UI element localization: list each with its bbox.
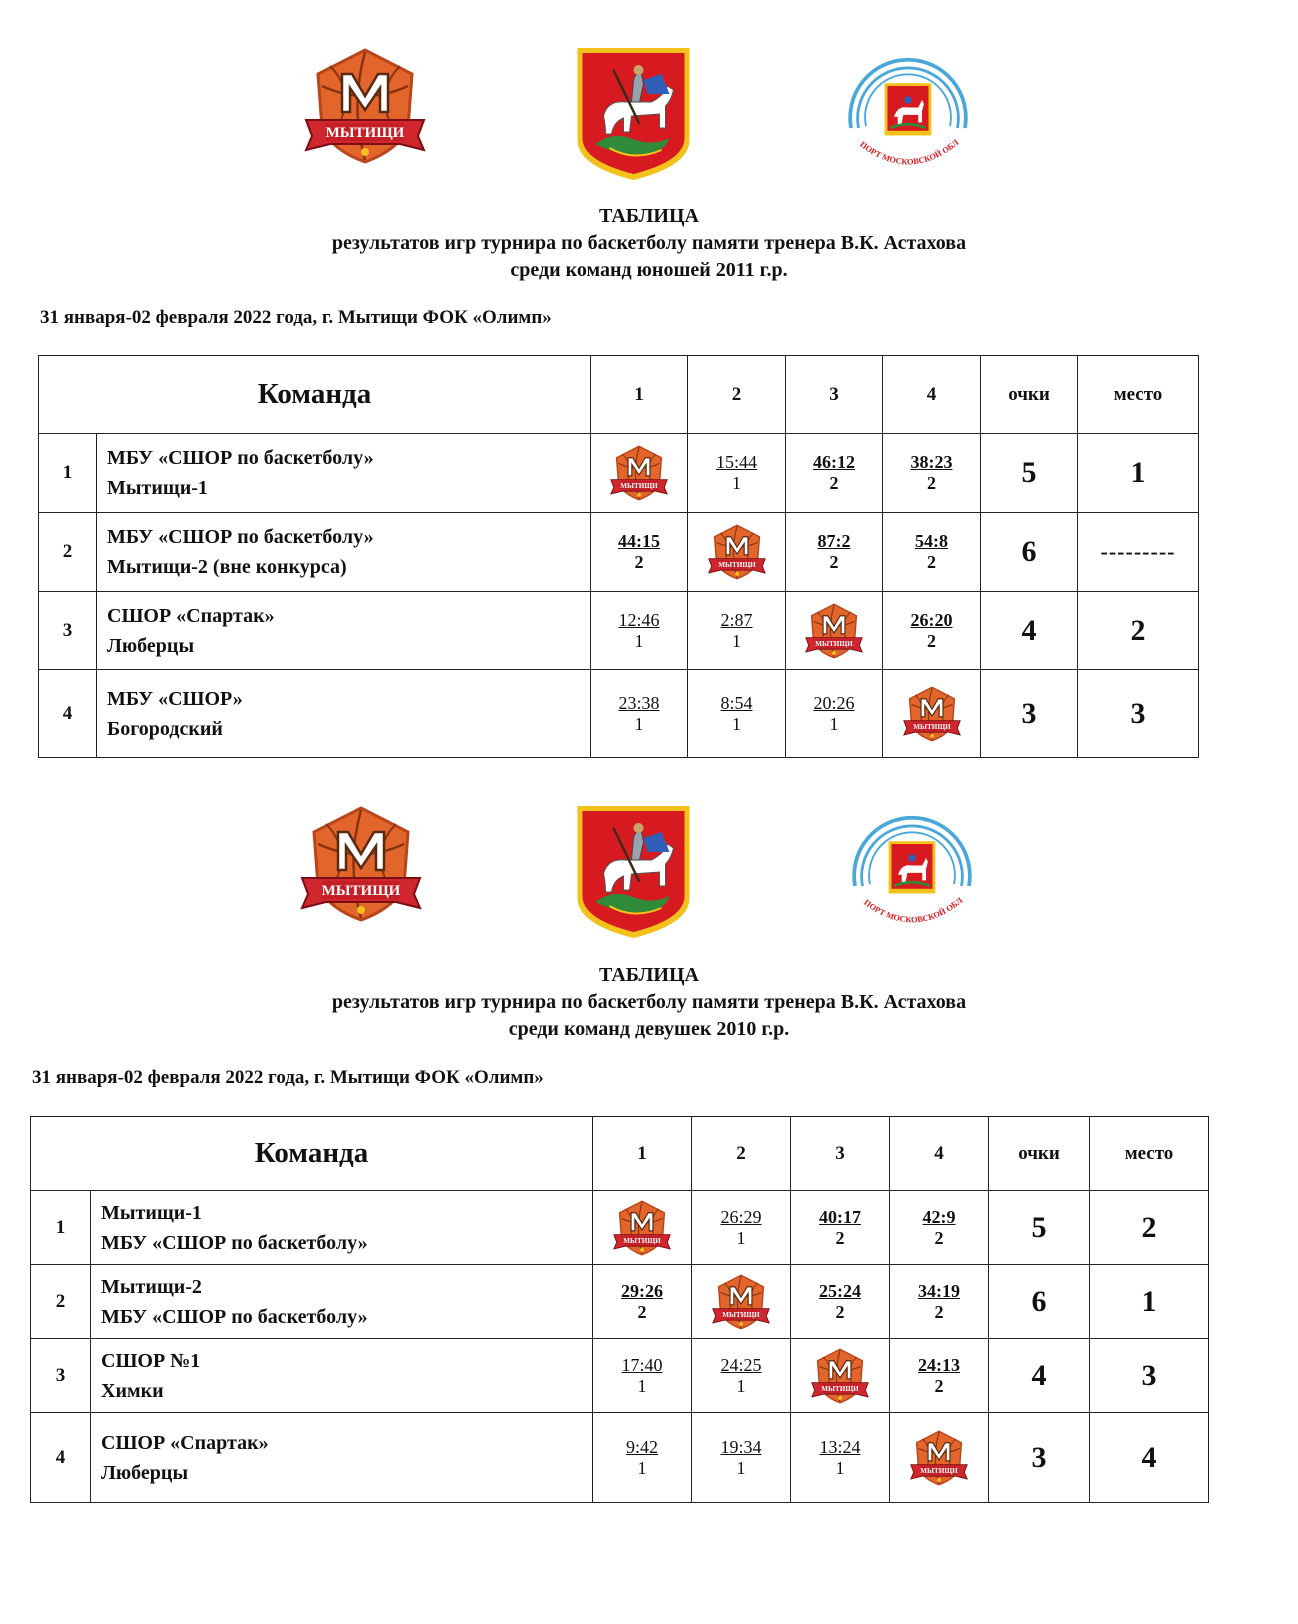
total-points: 4	[989, 1339, 1090, 1413]
table-subtitle-age: среди команд девушек 2010 г.р.	[508, 1018, 790, 1040]
team-name-cell	[91, 1265, 593, 1339]
result-cell	[593, 1265, 692, 1339]
row-number: 3	[39, 592, 97, 670]
game-points: 2	[634, 552, 644, 572]
match-score	[911, 610, 953, 652]
team-name-line-2: Люберцы	[101, 1461, 189, 1484]
team-column-header: Команда	[39, 356, 591, 434]
club-logo-icon	[611, 1199, 673, 1257]
column-header-c1: 1	[593, 1117, 692, 1191]
column-header-points: очки	[989, 1117, 1090, 1191]
coat-of-arms-icon	[571, 802, 696, 942]
result-cell	[786, 513, 883, 592]
team-name-cell	[91, 1339, 593, 1413]
club-logo-icon	[608, 444, 670, 502]
match-score	[621, 1355, 662, 1397]
final-place: 2	[1090, 1191, 1209, 1265]
score-value: 26:20	[910, 609, 953, 630]
self-match-cell	[791, 1339, 890, 1413]
column-header-points: очки	[981, 356, 1078, 434]
column-header-c3: 3	[786, 356, 883, 434]
team-name-cell	[91, 1191, 593, 1265]
team-name-cell	[97, 434, 591, 513]
result-cell	[593, 1339, 692, 1413]
team-name-cell	[97, 592, 591, 670]
club-logo-icon	[901, 685, 963, 743]
score-value: 15:44	[715, 452, 757, 472]
match-score	[626, 1437, 658, 1479]
result-cell	[591, 592, 688, 670]
self-match-cell	[786, 592, 883, 670]
match-score	[618, 610, 659, 652]
game-points: 1	[829, 713, 839, 734]
match-score	[716, 452, 757, 494]
row-number: 4	[39, 670, 97, 758]
match-score	[720, 1437, 761, 1479]
result-cell	[883, 434, 981, 513]
match-score	[819, 1281, 861, 1323]
table-row	[31, 1265, 1209, 1339]
row-number: 3	[31, 1339, 91, 1413]
coat-of-arms-icon	[571, 44, 696, 184]
results-table-girls	[30, 1116, 1209, 1503]
score-value: 13:24	[819, 1436, 861, 1457]
score-value: 2:87	[720, 609, 753, 630]
result-cell	[591, 513, 688, 592]
team-name-cell	[91, 1413, 593, 1503]
team-name-line-2: МБУ «СШОР по баскетболу»	[101, 1305, 368, 1328]
game-points: 1	[731, 473, 741, 493]
ministry-logo-icon	[842, 802, 982, 942]
game-points: 2	[934, 1375, 944, 1396]
match-score	[720, 1207, 761, 1249]
match-score	[618, 531, 660, 573]
total-points: 6	[989, 1265, 1090, 1339]
total-points: 4	[981, 592, 1078, 670]
result-cell	[883, 592, 981, 670]
result-cell	[692, 1191, 791, 1265]
final-place: 1	[1078, 434, 1199, 513]
column-header-place: место	[1078, 356, 1199, 434]
team-name-line-1: СШОР «Спартак»	[101, 1431, 269, 1454]
table-title: ТАБЛИЦА	[599, 205, 699, 227]
game-points: 2	[927, 552, 936, 572]
game-points: 2	[835, 1301, 845, 1322]
self-match-cell	[692, 1265, 791, 1339]
column-header-c3: 3	[791, 1117, 890, 1191]
match-score	[720, 1355, 761, 1397]
result-cell	[890, 1191, 989, 1265]
score-value: 40:17	[819, 1206, 861, 1227]
result-cell	[593, 1413, 692, 1503]
result-cell	[890, 1265, 989, 1339]
game-points: 1	[634, 713, 644, 734]
score-value: 8:54	[720, 692, 753, 713]
match-score	[720, 610, 752, 652]
team-name-line-2: Химки	[101, 1379, 164, 1402]
self-match-cell	[890, 1413, 989, 1503]
score-value: 24:13	[918, 1354, 960, 1375]
column-header-place: место	[1090, 1117, 1209, 1191]
team-name-line-1: МБУ «СШОР»	[107, 687, 243, 710]
team-name-line-1: МБУ «СШОР по баскетболу»	[107, 447, 374, 469]
match-score	[813, 452, 855, 494]
column-header-c4: 4	[883, 356, 981, 434]
score-value: 42:9	[922, 1206, 956, 1227]
final-place: ---------	[1078, 513, 1199, 592]
score-value: 44:15	[618, 531, 660, 551]
result-cell	[688, 670, 786, 758]
team-column-header: Команда	[31, 1117, 593, 1191]
club-logo-icon	[706, 523, 768, 581]
result-cell	[791, 1265, 890, 1339]
team-name-line-2: Мытищи-1	[107, 477, 208, 499]
team-name-line-1: СШОР №1	[101, 1349, 201, 1372]
self-match-cell	[688, 513, 786, 592]
header-row	[39, 356, 1199, 434]
column-header-c2: 2	[692, 1117, 791, 1191]
game-points: 1	[736, 1227, 746, 1248]
total-points: 3	[981, 670, 1078, 758]
match-score	[923, 1207, 956, 1249]
row-number: 4	[31, 1413, 91, 1503]
game-points: 2	[927, 473, 936, 493]
final-place: 3	[1078, 670, 1199, 758]
team-name-cell	[97, 513, 591, 592]
club-logo-icon	[809, 1347, 871, 1405]
ministry-logo-icon	[838, 44, 978, 184]
score-value: 23:38	[618, 692, 660, 713]
results-table-boys	[38, 355, 1199, 758]
column-header-c4: 4	[890, 1117, 989, 1191]
game-points: 1	[731, 713, 741, 734]
game-points: 1	[736, 1375, 746, 1396]
final-place: 2	[1078, 592, 1199, 670]
game-points: 2	[637, 1301, 647, 1322]
self-match-cell	[591, 434, 688, 513]
match-score	[621, 1281, 663, 1323]
score-value: 25:24	[819, 1280, 861, 1301]
game-points: 1	[731, 630, 741, 651]
table-title: ТАБЛИЦА	[599, 964, 699, 986]
logos-row-2	[0, 798, 1298, 948]
logos-row-1	[0, 40, 1298, 190]
result-cell	[688, 434, 786, 513]
game-points: 1	[637, 1375, 647, 1396]
table-title-block-1	[0, 203, 1298, 284]
result-cell	[688, 592, 786, 670]
table-row	[39, 592, 1199, 670]
club-logo-icon	[803, 602, 865, 660]
total-points: 3	[989, 1413, 1090, 1503]
team-name-line-2: Мытищи-2 (вне конкурса)	[107, 556, 347, 578]
score-value: 24:25	[720, 1354, 762, 1375]
match-score	[720, 693, 752, 735]
club-logo-icon	[300, 46, 430, 166]
result-cell	[890, 1339, 989, 1413]
table-subtitle: результатов игр турнира по баскетболу памяти тренера В.К. Астахова	[331, 991, 967, 1013]
score-value: 54:8	[915, 531, 948, 551]
row-number: 1	[39, 434, 97, 513]
final-place: 3	[1090, 1339, 1209, 1413]
game-points: 2	[927, 630, 936, 651]
final-place: 1	[1090, 1265, 1209, 1339]
team-name-line-2: Люберцы	[107, 634, 195, 657]
score-value: 9:42	[625, 1436, 658, 1457]
match-score	[918, 1355, 960, 1397]
table-row	[31, 1413, 1209, 1503]
team-name-line-1: МБУ «СШОР по баскетболу»	[107, 526, 374, 548]
score-value: 34:19	[918, 1280, 960, 1301]
team-name-line-2: Богородский	[107, 717, 223, 740]
row-number: 2	[39, 513, 97, 592]
row-number: 1	[31, 1191, 91, 1265]
game-points: 1	[835, 1457, 845, 1478]
table-row	[31, 1339, 1209, 1413]
score-value: 38:23	[910, 452, 953, 472]
match-score	[819, 1207, 861, 1249]
event-dates: 31 января-02 февраля 2022 года, г. Мытищи ФОК «Олимп»	[32, 1067, 544, 1088]
result-cell	[591, 670, 688, 758]
self-match-cell	[883, 670, 981, 758]
score-value: 17:40	[621, 1354, 663, 1375]
result-cell	[883, 513, 981, 592]
result-cell	[692, 1339, 791, 1413]
score-value: 29:26	[621, 1280, 663, 1301]
game-points: 2	[934, 1227, 944, 1248]
table-row	[39, 670, 1199, 758]
table-row	[39, 513, 1199, 592]
total-points: 5	[981, 434, 1078, 513]
team-name-cell	[97, 670, 591, 758]
team-name-line-2: МБУ «СШОР по баскетболу»	[101, 1231, 368, 1254]
match-score	[918, 1281, 960, 1323]
match-score	[819, 1437, 860, 1479]
row-number: 2	[31, 1265, 91, 1339]
match-score	[818, 531, 851, 573]
result-cell	[791, 1191, 890, 1265]
table-row	[31, 1191, 1209, 1265]
column-header-c2: 2	[688, 356, 786, 434]
self-match-cell	[593, 1191, 692, 1265]
game-points: 1	[637, 1457, 647, 1478]
result-cell	[786, 434, 883, 513]
match-score	[813, 693, 854, 735]
final-place: 4	[1090, 1413, 1209, 1503]
result-cell	[786, 670, 883, 758]
total-points: 6	[981, 513, 1078, 592]
score-value: 19:34	[720, 1436, 762, 1457]
match-score	[618, 693, 659, 735]
game-points: 1	[634, 630, 644, 651]
score-value: 20:26	[813, 692, 855, 713]
score-value: 46:12	[813, 452, 855, 472]
club-logo-icon	[908, 1429, 970, 1487]
team-name-line-1: Мытищи-2	[101, 1275, 202, 1298]
table-subtitle: результатов игр турнира по баскетболу памяти тренера В.К. Астахова	[331, 232, 967, 254]
game-points: 2	[829, 473, 839, 493]
table-title-block-2	[0, 962, 1298, 1043]
game-points: 2	[835, 1227, 845, 1248]
game-points: 2	[829, 552, 839, 572]
table-subtitle-age: среди команд юношей 2011 г.р.	[510, 259, 788, 281]
game-points: 1	[736, 1457, 746, 1478]
club-logo-icon	[296, 804, 426, 924]
score-value: 87:2	[817, 531, 851, 551]
header-row	[31, 1117, 1209, 1191]
table-row	[39, 434, 1199, 513]
match-score	[911, 452, 953, 494]
game-points: 2	[934, 1301, 944, 1322]
team-name-line-1: Мытищи-1	[101, 1201, 202, 1224]
club-logo-icon	[710, 1273, 772, 1331]
total-points: 5	[989, 1191, 1090, 1265]
score-value: 26:29	[720, 1206, 762, 1227]
event-dates: 31 января-02 февраля 2022 года, г. Мытищи ФОК «Олимп»	[40, 307, 552, 328]
match-score	[915, 531, 948, 573]
result-cell	[791, 1413, 890, 1503]
team-name-line-1: СШОР «Спартак»	[107, 604, 275, 627]
result-cell	[692, 1413, 791, 1503]
score-value: 12:46	[618, 609, 660, 630]
column-header-c1: 1	[591, 356, 688, 434]
